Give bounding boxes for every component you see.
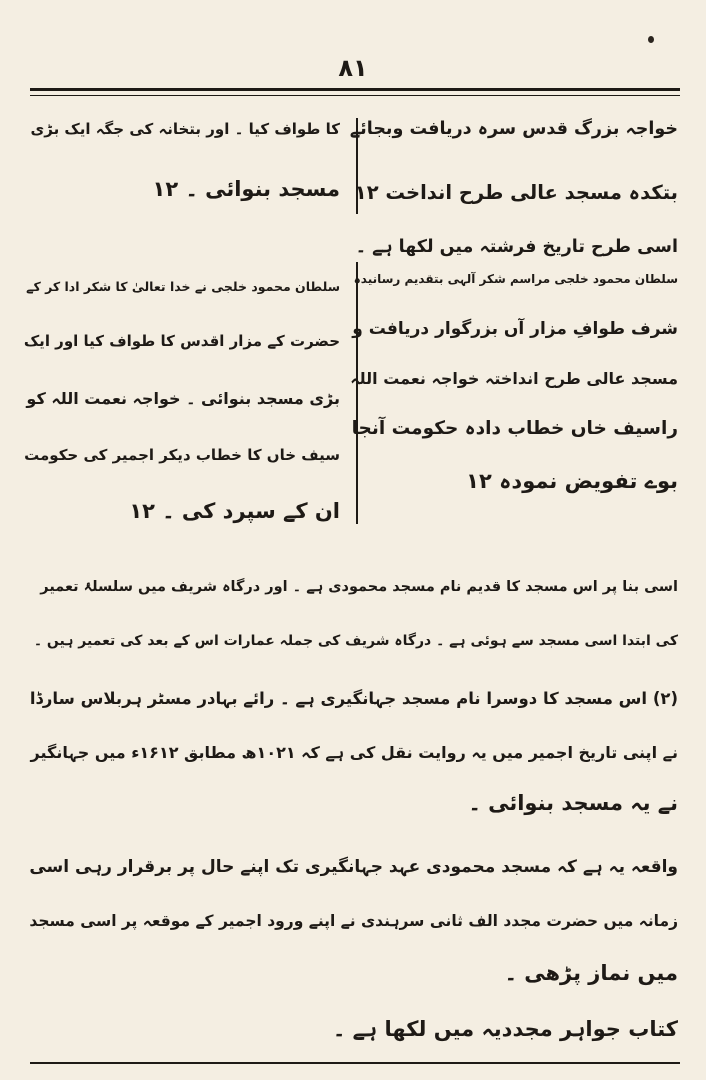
body-line: اسی بنا پر اس مسجد کا قدیم نام مسجد محمودی ہے ۔ اور درگاہ شریف میں سلسلۂ تعمیر xyxy=(40,579,678,595)
body-line: (۲) اس مسجد کا دوسرا نام مسجد جہانگیری ہے ۔ رائے بہادر مسٹر ہربلاس سارڈا xyxy=(29,689,678,708)
translation-line: سلطان محمود خلجی نے خدا تعالیٰ کا شکر ادا کر کے xyxy=(26,279,340,294)
body-line: کتاب جواہر مجددیہ میں لکھا ہے ۔ xyxy=(333,1017,678,1041)
body-line: کی ابتدا اسی مسجد سے ہوئی ہے ۔ درگاہ شریف کی جملہ عمارات اس کے بعد کی تعمیر ہیں ۔ xyxy=(33,633,678,649)
persian-quote-line: خواجہ بزرگ قدس سرہ دریافت وبجائے xyxy=(349,119,678,139)
intro-line: اسی طرح تاریخ فرشتہ میں لکھا ہے ۔ xyxy=(355,237,678,257)
body-line: نے اپنی تاریخ اجمیر میں یہ روایت نقل کی ہے کہ ۱۰۲۱ھ مطابق ۱۶۱۲ء میں جہانگیر xyxy=(30,743,678,762)
translation-line: کا طواف کیا ۔ اور بتخانہ کی جگہ ایک بڑی xyxy=(30,120,340,138)
translation-line: بڑی مسجد بنوائی ۔ خواجہ نعمت اللہ کو xyxy=(26,389,340,408)
persian-quote-line: شرف طوافِ مزار آں بزرگوار دریافت و xyxy=(352,319,678,339)
persian-quote-line: مسجد عالی طرح انداختہ خواجہ نعمت اللہ xyxy=(350,369,678,388)
ink-speck xyxy=(648,36,654,43)
header-rule-thin xyxy=(30,95,680,96)
body-line: میں نماز پڑھی ۔ xyxy=(504,961,678,985)
persian-quote-line: راسیف خاں خطاب دادہ حکومت آنجا xyxy=(351,418,678,439)
body-line: زمانہ میں حضرت مجدد الف ثانی سرہندی نے اپنے ورود اجمیر کے موقعہ پر اسی مسجد xyxy=(29,912,678,930)
translation-line: ان کے سپرد کی ۔ ۱۲ xyxy=(129,499,340,523)
translation-line: حضرت کے مزار اقدس کا طواف کیا اور ایک xyxy=(23,332,340,350)
persian-quote-line: سلطان محمود خلجی مراسم شکر آلہی بتقدیم رسانیدہ xyxy=(353,272,678,286)
persian-quote-line: بتکدہ مسجد عالی طرح انداخت ۱۲ xyxy=(354,181,678,204)
translation-line: مسجد بنوائی ۔ ۱۲ xyxy=(152,177,340,201)
page-number: ۸۱ xyxy=(338,54,368,82)
persian-quote-line: بوے تفویض نمودہ ۱۲ xyxy=(466,469,678,493)
header-rule xyxy=(30,88,680,91)
body-line: واقعہ یہ ہے کہ مسجد محمودی عہد جہانگیری تک اپنے حال پر برقرار رہی اسی xyxy=(29,857,678,877)
translation-line: سیف خاں کا خطاب دیکر اجمیر کی حکومت xyxy=(24,446,340,464)
body-line: نے یہ مسجد بنوائی ۔ xyxy=(468,791,678,815)
footer-rule xyxy=(30,1062,680,1064)
